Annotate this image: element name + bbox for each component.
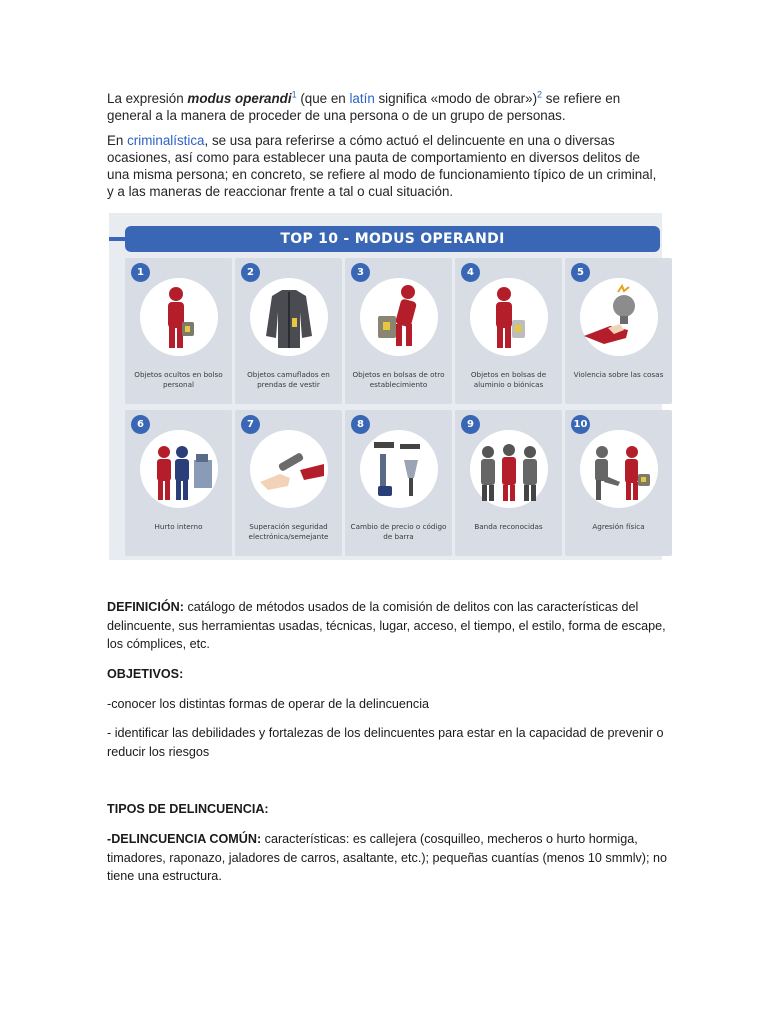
card-2: [235, 258, 342, 404]
latin-link[interactable]: latín: [349, 91, 375, 106]
types-heading: [107, 800, 667, 819]
card-number: 8: [351, 415, 370, 434]
employee-theft-icon: [140, 430, 218, 508]
common-crime-label: -DELINCUENCIA COMÚN:: [107, 832, 262, 846]
criminalistica-link[interactable]: criminalística: [127, 133, 205, 148]
modus-operandi-infographic: [109, 213, 662, 560]
common-crime-paragraph: [107, 830, 667, 886]
card-5: [565, 258, 672, 404]
card-number: 10: [571, 415, 590, 434]
wiki-intro: [107, 90, 663, 208]
card-4: [455, 258, 562, 404]
term-modus-operandi: modus operandi: [187, 91, 292, 106]
types-label: TIPOS DE DELINCUENCIA:: [107, 802, 269, 816]
card-caption: Violencia sobre las cosas: [573, 370, 664, 379]
person-bag-icon: [140, 278, 218, 356]
hand-breaking-bulb-icon: [580, 278, 658, 356]
card-7: [235, 410, 342, 556]
card-caption: Cambio de precio o código de barra: [350, 522, 447, 541]
card-caption: Objetos ocultos en bolso personal: [134, 370, 223, 389]
card-number: 4: [461, 263, 480, 282]
card-number: 7: [241, 415, 260, 434]
card-caption: Banda reconocidas: [474, 522, 543, 531]
text: , se usa para referirse a cómo actuó el delincuente en una o diversas ocasiones, así como para establecer una pauta de comportamiento en diversos delitos de una misma persona; en concreto, se refiere al modo de funcionamiento típico de un criminal, y a las maneras de reaccionar frente a tal o cual situación.: [107, 133, 657, 199]
objectives-label: OBJETIVOS:: [107, 667, 184, 681]
text: se refiere en general a la manera de proceder de una persona o de un grupo de personas.: [107, 91, 621, 123]
objective-2: - identificar las debilidades y fortalezas de los delincuentes para estar en la capacidad de prevenir o reducir los riesgos: [107, 726, 664, 759]
definition-text: catálogo de métodos usados de la comisión de delitos con las características del delincuente, sus herramientas usadas, técnicas, lugar, acceso, el tiempo, el estilo, forma de escape, los cómplices, etc.: [107, 600, 666, 651]
card-caption: Superación seguridad electrónica/semejante: [248, 522, 329, 541]
hand-tool-icon: [250, 430, 328, 508]
card-caption: Hurto interno: [154, 522, 203, 531]
card-number: 5: [571, 263, 590, 282]
intro-paragraph-1: [107, 90, 663, 124]
text: significa «modo de obrar»): [374, 91, 538, 106]
jacket-icon: [250, 278, 328, 356]
text: En: [107, 133, 128, 148]
common-crime-text: características: es callejera (cosquilleo, mecheros o hurto hormiga, timadores, raponazo, jaladores de carros, asaltante, etc.); pequeñas cuantías (menos 10 smmlv); no tiene una estructura.: [107, 832, 668, 883]
card-caption: Objetos en bolsas de otro establecimiento: [352, 370, 445, 389]
footnote-1-link[interactable]: 1: [291, 89, 297, 100]
fight-icon: [580, 430, 658, 508]
person-carrying-bag-icon: [360, 278, 438, 356]
card-number: 9: [461, 415, 480, 434]
infographic-title: TOP 10 - MODUS OPERANDI: [125, 226, 660, 252]
definition-label: DEFINICIÓN:: [107, 600, 184, 614]
card-9: [455, 410, 562, 556]
intro-paragraph-2: [107, 132, 663, 200]
barcode-tools-icon: [360, 430, 438, 508]
gang-icon: [470, 430, 548, 508]
card-number: 3: [351, 263, 370, 282]
card-10: [565, 410, 672, 556]
card-1: [125, 258, 232, 404]
card-caption: Agresión física: [592, 522, 645, 531]
objectives-heading: [107, 665, 667, 684]
text: (que en: [296, 91, 350, 106]
person-foil-bag-icon: [470, 278, 548, 356]
definition-paragraph: [107, 598, 667, 654]
text: La expresión: [107, 91, 188, 106]
card-6: [125, 410, 232, 556]
footnote-2-link[interactable]: 2: [537, 89, 543, 100]
card-caption: Objetos en bolsas de aluminio o biónicas: [470, 370, 547, 389]
card-8: [345, 410, 452, 556]
card-number: 1: [131, 263, 150, 282]
card-number: 6: [131, 415, 150, 434]
objective-1: -conocer los distintas formas de operar de la delincuencia: [107, 697, 430, 711]
card-caption: Objetos camuflados en prendas de vestir: [247, 370, 330, 389]
card-3: [345, 258, 452, 404]
card-number: 2: [241, 263, 260, 282]
